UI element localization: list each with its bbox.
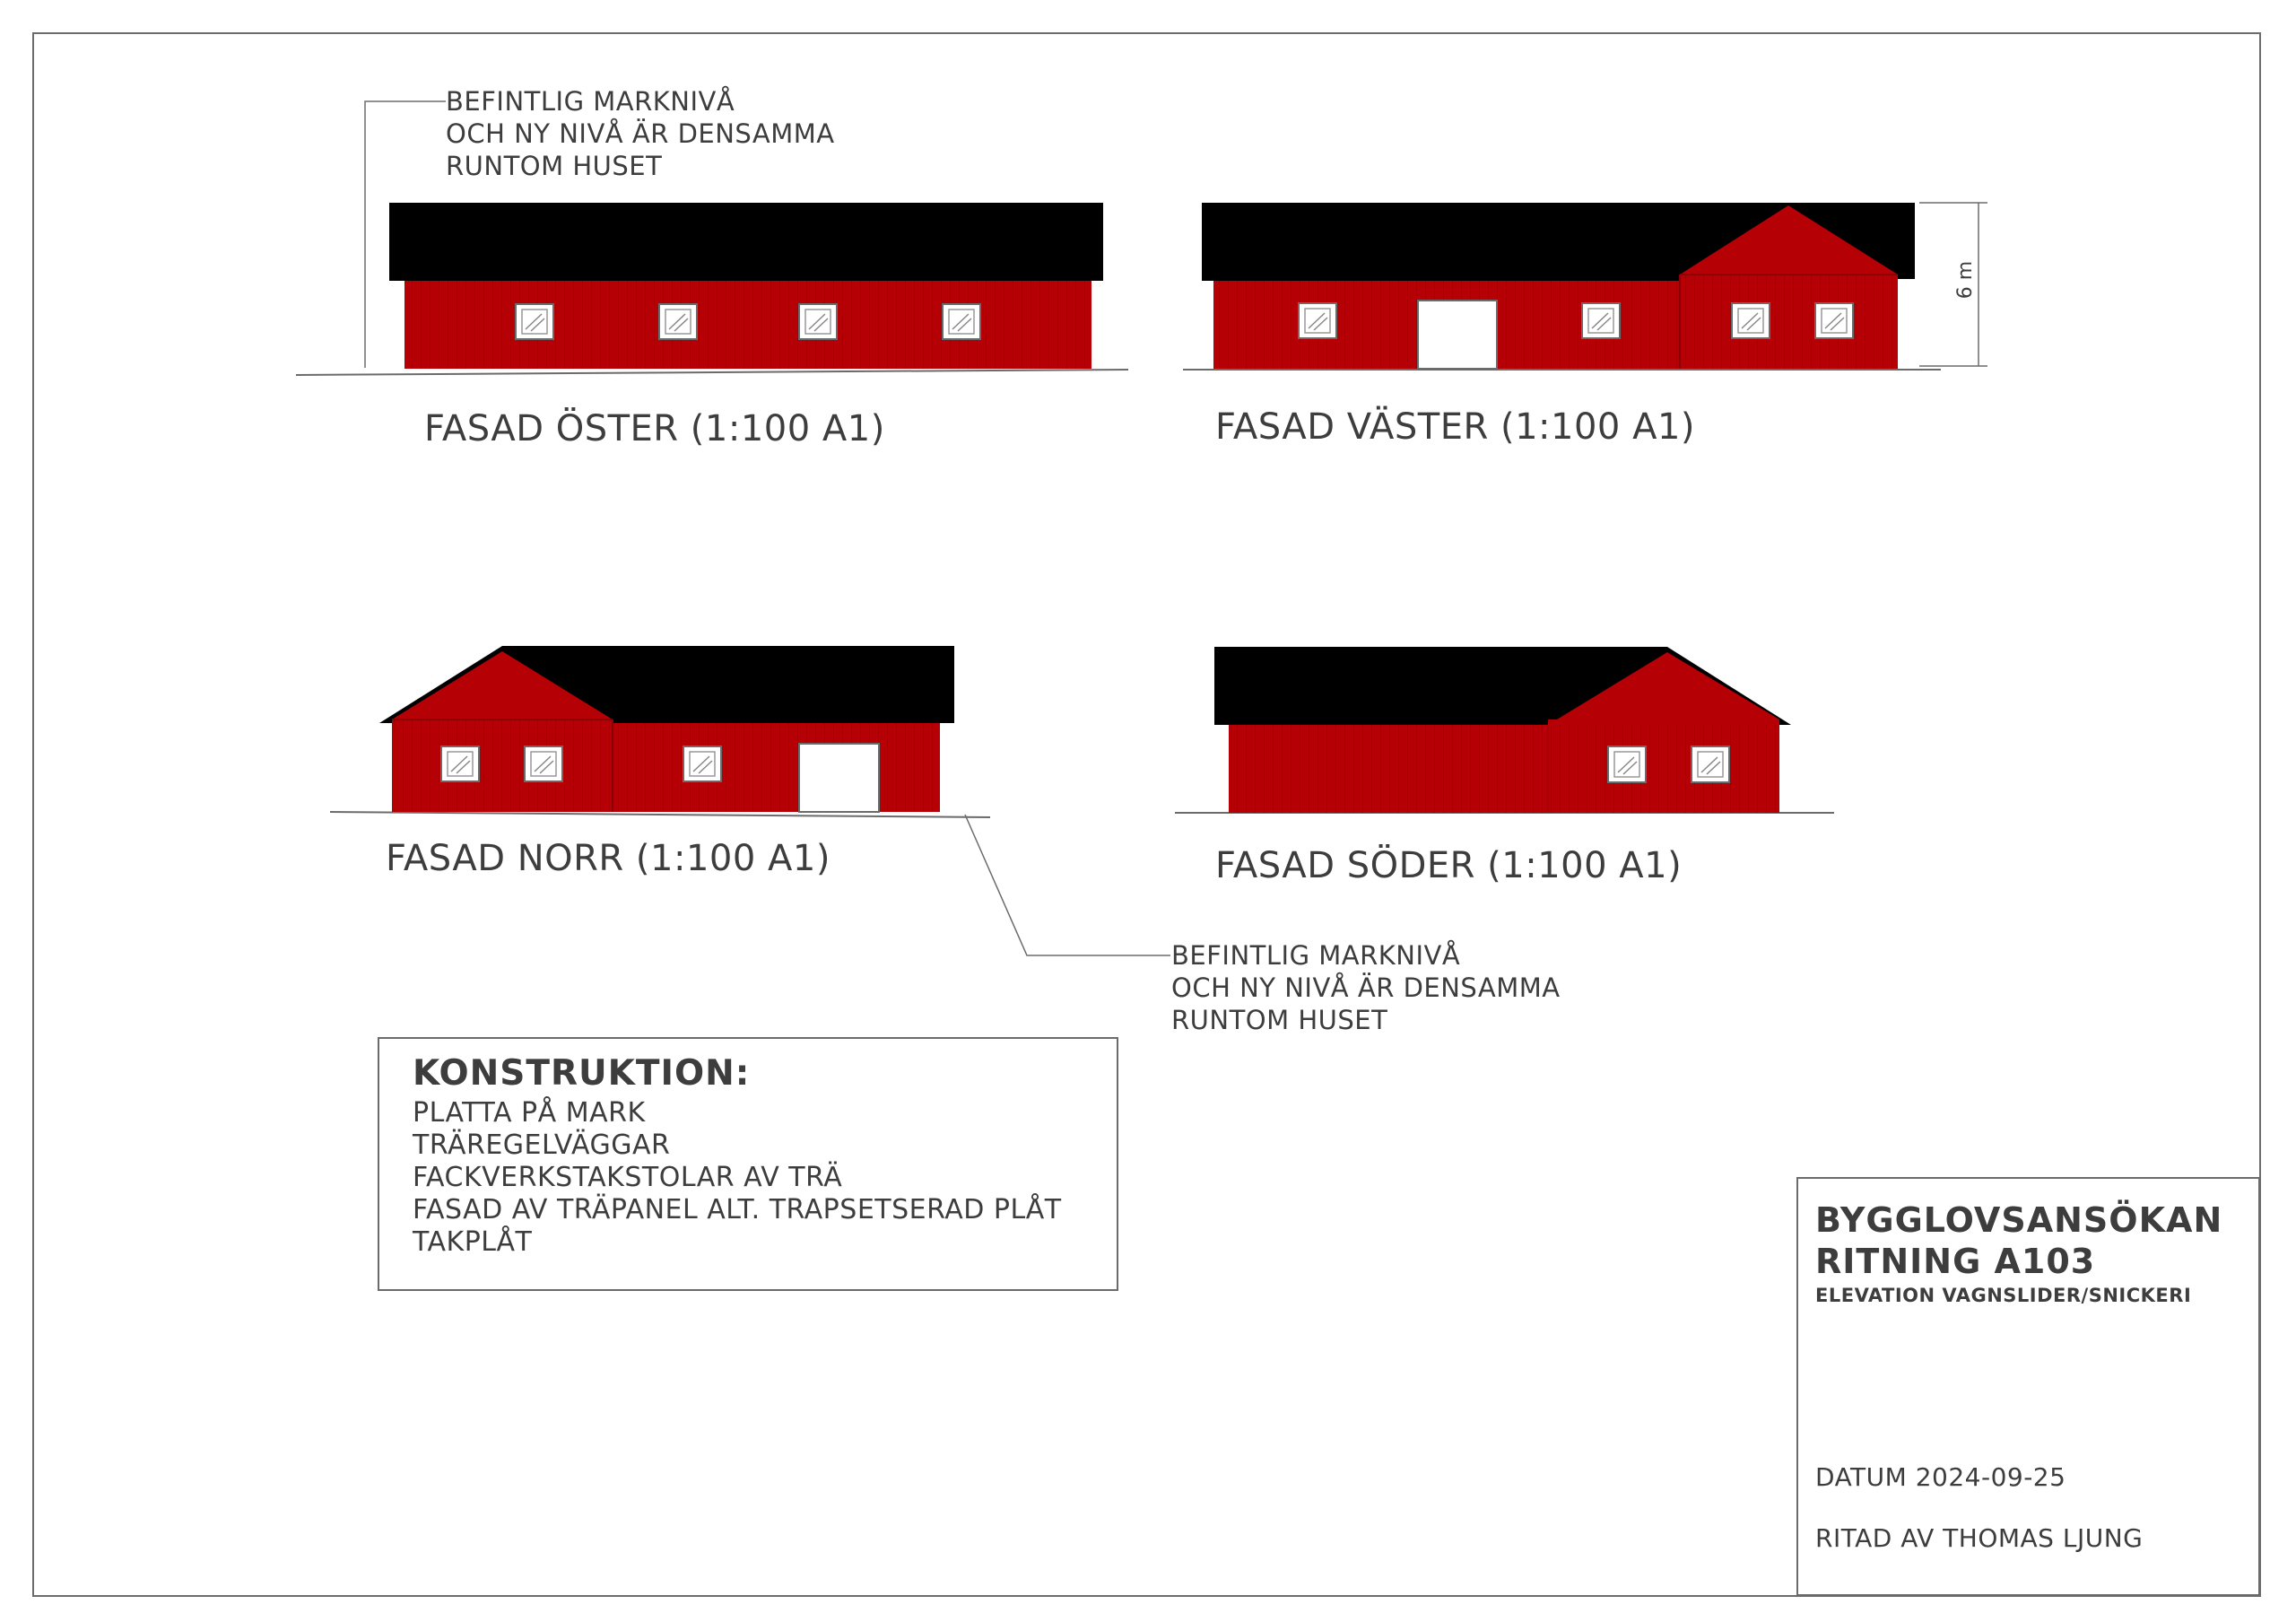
wall (1229, 725, 1548, 813)
note-line: RUNTOM HUSET (1171, 1005, 1388, 1035)
window (1608, 746, 1646, 782)
note-line: BEFINTLIG MARKNIVÅ (1171, 940, 1461, 971)
construction-box (378, 1037, 1118, 1291)
door (799, 744, 879, 812)
wall (392, 719, 613, 812)
title-fasad-oster: FASAD ÖSTER (1:100 A1) (424, 408, 885, 449)
door (1418, 301, 1497, 369)
note-line: OCH NY NIVÅ ÄR DENSAMMA (1171, 972, 1561, 1003)
window (525, 746, 562, 781)
list-item: PLATTA PÅ MARK (413, 1097, 646, 1129)
ground-line (296, 370, 1128, 375)
wall (1548, 719, 1779, 813)
wall (1680, 275, 1898, 369)
note-line: OCH NY NIVÅ ÄR DENSAMMA (446, 118, 835, 149)
wall (613, 723, 940, 812)
roof (389, 203, 1103, 281)
window (683, 746, 721, 781)
window (516, 304, 553, 339)
leader-line (965, 815, 1170, 955)
drawing-number: RITNING A103 (1815, 1242, 2096, 1281)
drawing-subtitle: ELEVATION VAGNSLIDER/SNICKERI (1815, 1285, 2192, 1306)
window (1692, 746, 1729, 782)
note-line: BEFINTLIG MARKNIVÅ (446, 86, 735, 117)
window (1815, 303, 1853, 338)
window (659, 304, 697, 339)
title-fasad-vaster: FASAD VÄSTER (1:100 A1) (1215, 406, 1695, 448)
drawing-date: DATUM 2024-09-25 (1815, 1462, 2066, 1492)
drawn-by: RITAD AV THOMAS LJUNG (1815, 1523, 2144, 1553)
window (441, 746, 479, 781)
ground-line (330, 812, 990, 817)
elevation-north (330, 646, 1170, 955)
elevation-west (1183, 203, 1987, 370)
elevation-south (1175, 647, 1834, 813)
title-block (1796, 1177, 2260, 1596)
title-fasad-norr: FASAD NORR (1:100 A1) (386, 838, 831, 879)
ground-level-note-top (446, 85, 835, 182)
list-item: FASAD AV TRÄPANEL ALT. TRAPSETSERAD PLÅT (413, 1194, 1062, 1225)
list-item: TAKPLÅT (413, 1226, 533, 1258)
window (799, 304, 837, 339)
window (1582, 303, 1620, 338)
wall (404, 278, 1091, 369)
ground-level-note-bottom (1171, 939, 1561, 1036)
window (1732, 303, 1770, 338)
list-item: FACKVERKSTAKSTOLAR AV TRÄ (413, 1162, 843, 1193)
dimension-label: 6 m (1954, 260, 1977, 300)
note-line: RUNTOM HUSET (446, 151, 663, 181)
construction-list (413, 1097, 1062, 1259)
title-block-title: BYGGLOVSANSÖKAN (1815, 1200, 2223, 1240)
window (1299, 303, 1336, 338)
height-dimension (1919, 203, 1987, 366)
construction-heading: KONSTRUKTION: (413, 1053, 751, 1094)
window (943, 304, 980, 339)
title-fasad-soder: FASAD SÖDER (1:100 A1) (1215, 845, 1683, 886)
list-item: TRÄREGELVÄGGAR (413, 1129, 671, 1161)
roof (1202, 203, 1683, 281)
